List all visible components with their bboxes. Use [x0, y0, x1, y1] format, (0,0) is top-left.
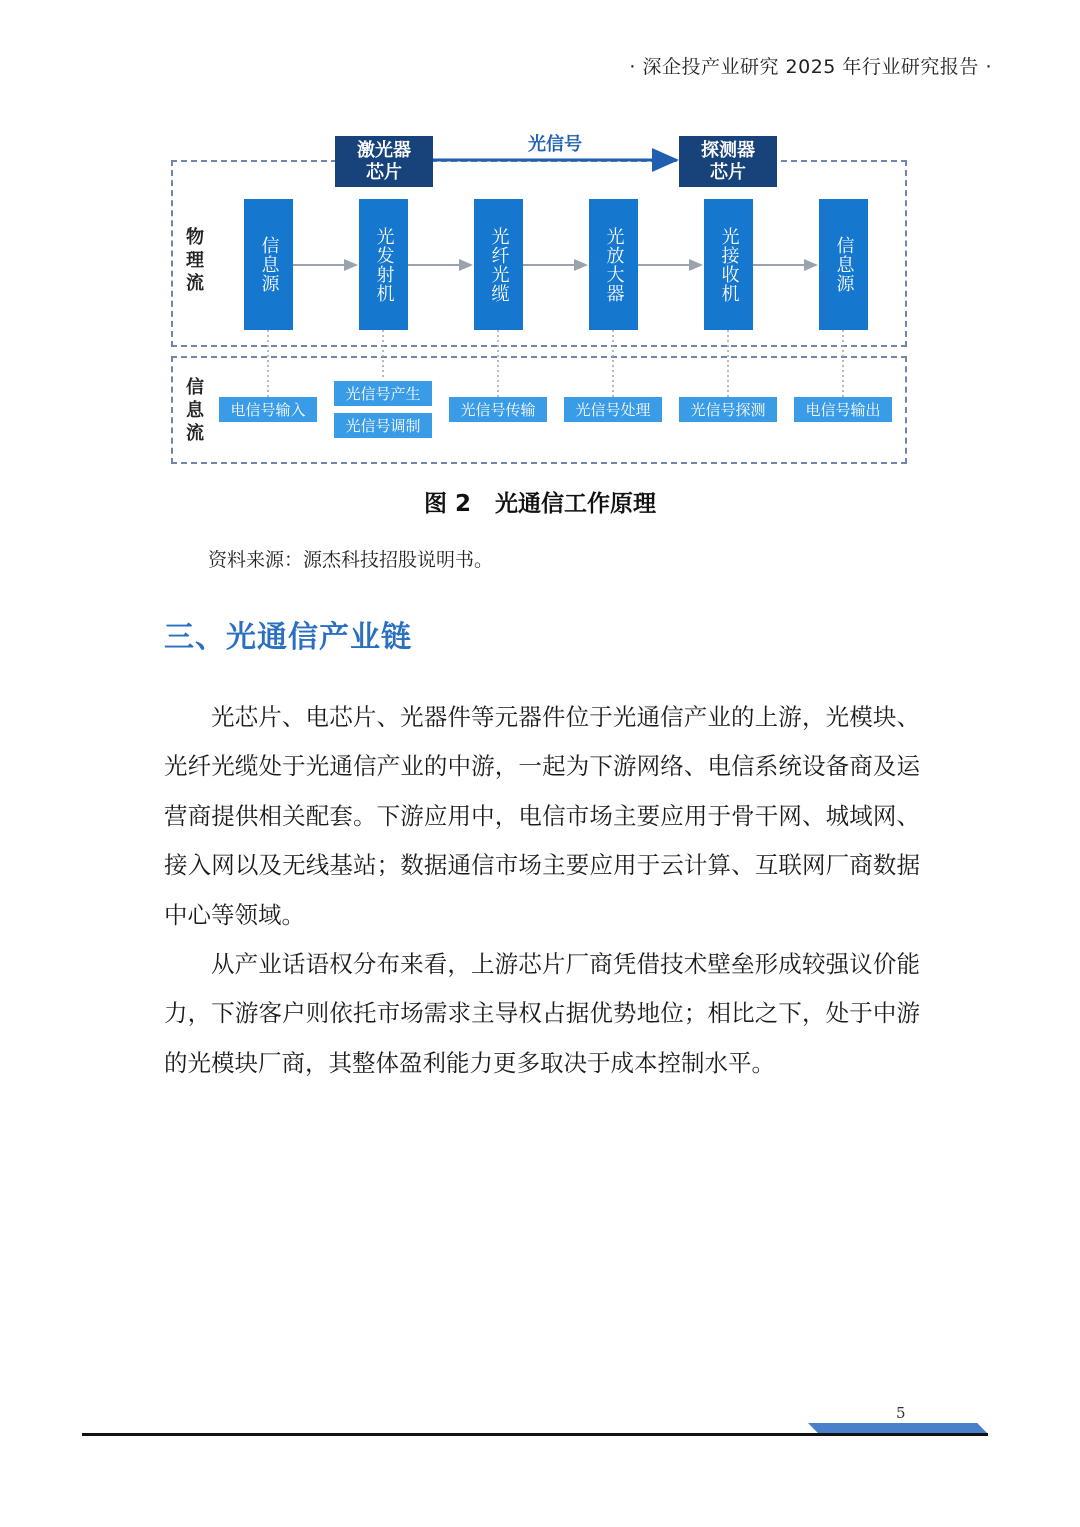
label-optical-generation: 光信号产生	[334, 381, 432, 406]
node-fiber-cable: 光纤光缆	[474, 199, 523, 330]
figure-source: 资料来源：源杰科技招股说明书。	[208, 549, 494, 571]
node-optical-receiver: 光接收机	[704, 199, 753, 330]
paragraph-2: 从产业话语权分布来看，上游芯片厂商凭借技术壁垒形成较强议价能力，下游客户则依托市场需求主导权占据优势地位；相比之下，处于中游的光模块厂商，其整体盈利能力更多取决于成本控制水平。	[164, 950, 920, 1077]
optical-communication-diagram	[0, 0, 1080, 480]
detector-chip-box: 探测器 芯片	[679, 136, 777, 187]
figure-number: 图 2	[423, 491, 471, 517]
info-flow-label: 信 息 流	[186, 377, 204, 444]
figure-title: 光通信工作原理	[495, 491, 656, 517]
body-text	[164, 693, 920, 1088]
section-title: 三、光通信产业链	[164, 620, 412, 655]
label-optical-detection: 光信号探测	[679, 397, 777, 422]
footer-rule	[82, 1433, 988, 1436]
running-header: · 深企投产业研究 2025 年行业研究报告 ·	[629, 56, 992, 78]
figure-caption	[0, 485, 1080, 518]
node-optical-transmitter: 光发射机	[359, 199, 408, 330]
paragraph-1: 光芯片、电芯片、光器件等元器件位于光通信产业的上游，光模块、光纤光缆处于光通信产业的中游，一起为下游网络、电信系统设备商及运营商提供相关配套。下游应用中，电信市场主要应用于骨干网、城域网、接入网以及无线基站；数据通信市场主要应用于云计算、互联网厂商数据中心等领域。	[164, 703, 920, 929]
label-optical-transmission: 光信号传输	[449, 397, 547, 422]
label-optical-modulation: 光信号调制	[334, 413, 432, 438]
node-optical-amplifier: 光放大器	[589, 199, 638, 330]
optical-signal-label: 光信号	[528, 134, 582, 155]
label-electric-output: 电信号输出	[794, 397, 892, 422]
node-info-source-2: 信息源	[819, 199, 868, 330]
laser-chip-box: 激光器 芯片	[335, 136, 433, 187]
node-info-source-1: 信息源	[244, 199, 293, 330]
label-optical-processing: 光信号处理	[564, 397, 662, 422]
page-number: 5	[896, 1404, 906, 1422]
physical-flow-label: 物 理 流	[186, 227, 204, 294]
label-electric-input: 电信号输入	[219, 397, 317, 422]
